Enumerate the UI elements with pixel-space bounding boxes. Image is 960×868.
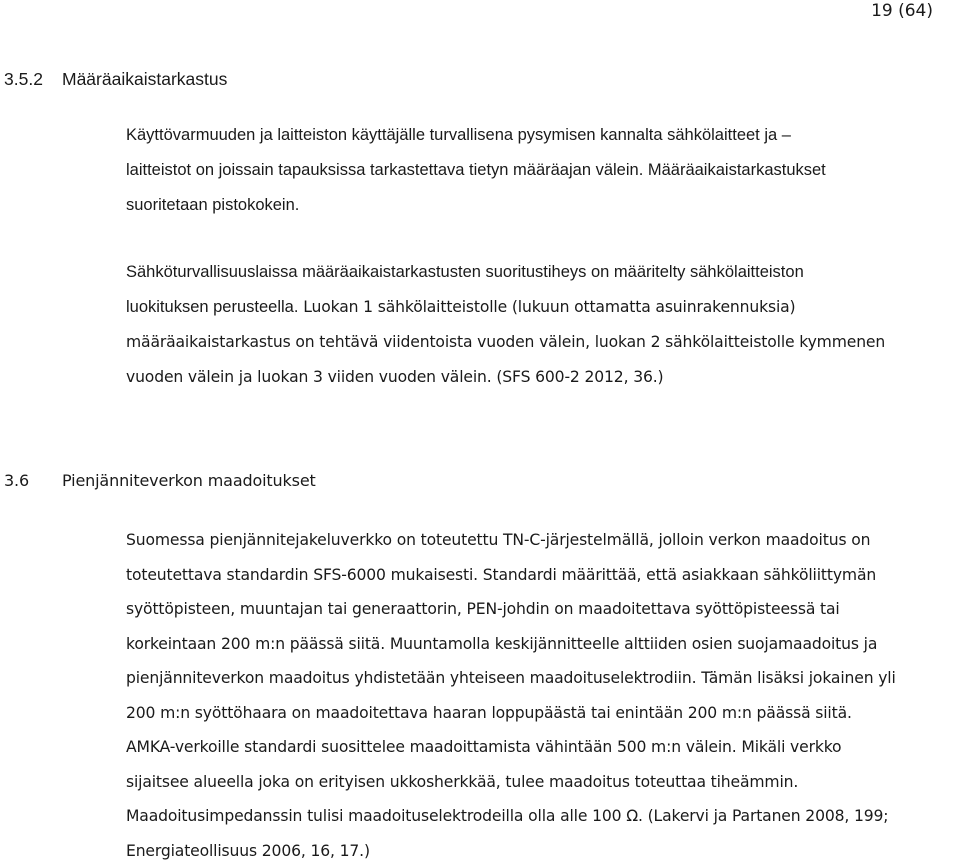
text-line: suoritetaan pistokokein. — [126, 188, 960, 223]
section-number: 3.6 — [4, 470, 62, 492]
section-heading-3-6 — [4, 470, 316, 492]
paragraph-earthing — [126, 523, 960, 868]
text-line: Suomessa pienjännitejakeluverkko on toteutettu TN-C-järjestelmällä, jolloin verkon maadoitus on — [126, 523, 960, 558]
text-fragment: luokituksen perusteella. — [126, 298, 298, 316]
text-line: määräaikaistarkastus on tehtävä viidentoista vuoden välein, luokan 2 sähkölaitteistolle kymmenen — [126, 325, 960, 360]
text-line: syöttöpisteen, muuntajan tai generaattorin, PEN-johdin on maadoitettava syöttöpisteessä tai — [126, 592, 960, 627]
paragraph-usage-safety — [126, 118, 960, 223]
page-number: 19 (64) — [871, 1, 933, 21]
text-line: vuoden välein ja luokan 3 viiden vuoden välein. (SFS 600-2 2012, 36.) — [126, 360, 960, 395]
text-line: toteutettava standardin SFS-6000 mukaisesti. Standardi määrittää, että asiakkaan sähköliittymän — [126, 558, 960, 593]
text-line: Maadoitusimpedanssin tulisi maadoituselektrodeilla olla alle 100 Ω. (Lakervi ja Partanen 2008, 199; — [126, 799, 960, 834]
text-line: Sähköturvallisuuslaissa määräaikaistarkastusten suoritustiheys on määritelty sähkölaitteiston — [126, 255, 960, 290]
section-title: Pienjänniteverkon maadoitukset — [62, 471, 316, 490]
text-line: pienjänniteverkon maadoitus yhdistetään yhteiseen maadoituselektrodiin. Tämän lisäksi jokainen yli — [126, 661, 960, 696]
text-line: Energiateollisuus 2006, 16, 17.) — [126, 834, 960, 868]
section-number: 3.5.2 — [4, 69, 62, 90]
text-line: 200 m:n syöttöhaara on maadoitettava haaran loppupäästä tai enintään 200 m:n päässä siitä. — [126, 696, 960, 731]
text-line: Käyttövarmuuden ja laitteiston käyttäjälle turvallisena pysymisen kannalta sähkölaitteet ja – — [126, 118, 960, 153]
text-line: sijaitsee alueella joka on erityisen ukkosherkkää, tulee maadoitus toteuttaa tiheämmin. — [126, 765, 960, 800]
text-fragment: Luokan 1 sähkölaitteistolle (lukuun ottamatta asuinrakennuksia) — [298, 298, 795, 316]
paragraph-inspection-frequency — [126, 255, 960, 395]
text-line: AMKA-verkoille standardi suosittelee maadoittamista vähintään 500 m:n välein. Mikäli verkko — [126, 730, 960, 765]
text-line: laitteistot on joissain tapauksissa tarkastettava tietyn määräajan välein. Määräaikaistarkastukset — [126, 153, 960, 188]
section-title: Määräaikaistarkastus — [62, 69, 227, 89]
text-line — [126, 290, 960, 325]
text-line: korkeintaan 200 m:n päässä siitä. Muuntamolla keskijännitteelle alttiiden osien suojamaadoitus ja — [126, 627, 960, 662]
section-heading-3-5-2 — [4, 69, 227, 90]
